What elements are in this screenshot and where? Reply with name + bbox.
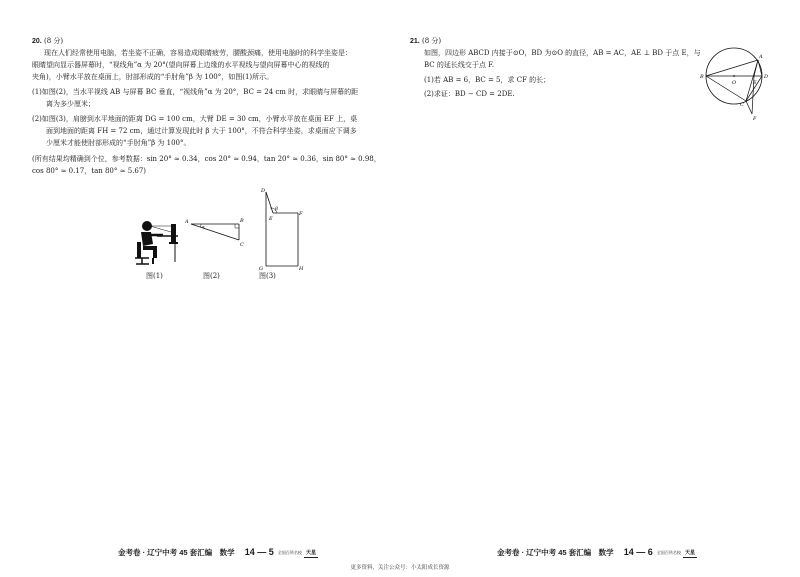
q20-header [32, 36, 63, 46]
footer-right-page: 14 — 6 [623, 547, 653, 557]
footnote: 更多资料，关注公众号：小太阳成长资源 [350, 565, 450, 571]
q21-part1: (1)若 AB = 6，BC = 5，求 CF 的长； [424, 76, 551, 84]
circle-label-F: F [753, 116, 757, 122]
footer-right-title: 金考卷 · 辽宁中考 45 套汇编 数学 [497, 548, 614, 557]
q20-note-line-2: cos 80° ≈ 0.17，tan 80° ≈ 5.67) [32, 167, 147, 175]
q21-intro-line-2: BC 的延长线交于点 F. [424, 61, 495, 69]
q21-intro-line-1: 如图，四边形 ABCD 内接于⊙O，BD 为⊙O 的直径，AB = AC，AE ⊥ BD 于点 E，与 [424, 49, 701, 57]
fig2-label-alpha: α [202, 224, 205, 229]
fig3-label-E: E [269, 216, 273, 222]
circle-label-O: O [732, 80, 737, 86]
figure-1-caption: 图(1) [146, 272, 163, 280]
q20-intro-line-2: 眼睛望向显示器屏幕时，“视线角”α 为 20°(望向屏幕上边缘的水平视线与望向屏幕中心的视线的 [32, 61, 330, 69]
fig2-label-B: B [240, 218, 244, 224]
circle-label-A: A [759, 54, 763, 60]
circle-label-D: D [764, 74, 769, 80]
q21-header [410, 36, 441, 46]
fig3-label-H: H [299, 266, 304, 270]
figure-2-caption: 图(2) [203, 272, 220, 280]
circle-label-E: E [753, 80, 757, 86]
fig3-label-F: F [299, 211, 303, 217]
fig2-label-A: A [185, 219, 189, 225]
circle-label-C: C [740, 102, 744, 108]
q20-part2-line-2: 面到地面的距离 FH = 72 cm，通过计算发现此时 β 大于 100°，不符合科学坐姿，求桌面应下调多 [46, 127, 357, 135]
q21-number: 21. [410, 38, 420, 45]
q20-intro-line-3: 夹角)，小臂水平放在桌面上，肘部形成的“手肘角”β 为 100°，如图(1)所示。 [32, 73, 274, 81]
q21-part2: (2)求证：BD − CD = 2DE. [424, 90, 515, 98]
footer-right-logo: 天星 [684, 549, 695, 556]
fig3-label-beta: β [275, 206, 278, 212]
q20-score: (8 分) [43, 37, 64, 45]
footer-left-title: 金考卷 · 辽宁中考 45 套汇编 数学 [118, 548, 235, 557]
footer-left-small: 全国百所名校 [277, 550, 302, 556]
q20-note-line-1: (所有结果均精确到个位，参考数据：sin 20° ≈ 0.34，cos 20° ≈ 0.94，tan 20° ≈ 0.36，sin 80° ≈ 0.98， [32, 155, 381, 163]
q20-part1-line-2: 离为多少厘米； [46, 100, 95, 108]
footer-right [497, 547, 697, 558]
fig3-label-D: D [261, 188, 266, 194]
figure-circle-quadrilateral [700, 44, 775, 122]
fig3-label-G: G [259, 266, 263, 270]
footer-right-small: 全国百所名校 [656, 550, 681, 556]
footer-left-logo: 天星 [305, 549, 316, 556]
circle-label-B: B [700, 74, 704, 80]
q20-part2-line-3: 少厘米才能使肘部形成的“手肘角”β 为 100°。 [46, 139, 191, 147]
q21-score: (8 分) [421, 37, 442, 45]
q20-number: 20. [32, 38, 42, 45]
q20-part1-line-1: (1)如图(2)，当水平视线 AB 与屏幕 BC 垂直，“视线角”α 为 20°，BC = 24 cm 时，求眼睛与屏幕的距 [32, 88, 359, 96]
figure-3-diagram [256, 184, 312, 270]
figure-2-triangle [183, 212, 245, 252]
footer-left-page: 14 — 5 [244, 547, 274, 557]
figure-3-caption: 图(3) [259, 272, 276, 280]
q20-part2-line-1: (2)如图(3)，肩膀到水平地面的距离 DG = 100 cm，大臂 DE = 30 cm，小臂水平放在桌面 EF 上，桌 [32, 115, 358, 123]
q20-intro-line-1: 现在人们经常使用电脑，若坐姿不正确，容易造成眼睛疲劳，腰酸颈痛，使用电脑时的科学坐姿是： [44, 49, 352, 57]
fig2-label-C: C [240, 242, 244, 248]
footer-left [118, 547, 318, 558]
figure-1-person-at-desk [133, 218, 179, 266]
